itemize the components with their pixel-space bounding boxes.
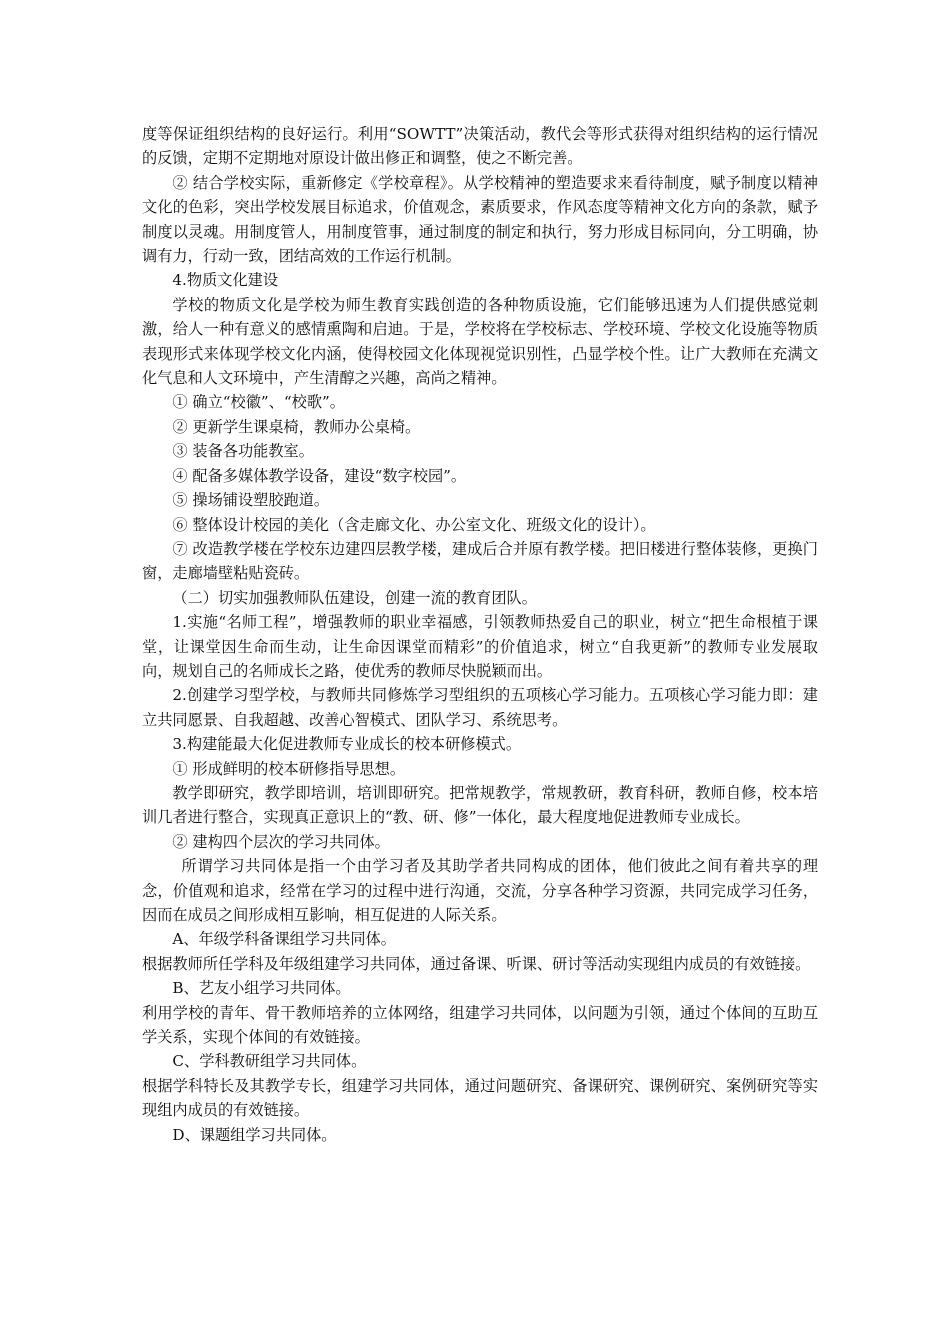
paragraph-community-b: 利用学校的青年、骨干教师培养的立体网络，组建学习共同体，以问题为引领，通过个体间的互助互学关系，实现个体间的有效链接。: [142, 1003, 818, 1047]
list-item: ③ 装备各功能教室。: [172, 442, 314, 461]
subheading-community-b: B、艺友小组学习共同体。: [172, 979, 351, 998]
paragraph-org-structure-end: 度等保证组织结构的良好运行。利用“SOWTT”决策活动，教代会等形式获得对组织结构的运行情况的反馈，定期不定期地对原设计做出修正和调整，使之不断完善。: [142, 125, 818, 168]
paragraph-school-research-model: 3.构建能最大化促进教师专业成长的校本研修模式。: [172, 735, 522, 754]
paragraph-learning-community-definition: 所谓学习共同体是指一个由学习者及其助学者共同构成的团体，他们彼此之间有着共享的理念，价值观和追求，经常在学习的过程中进行沟通，交流，分享各种学习资源，共同完成学习任务，因而在成员之间形成相互影响，相互促进的人际关系。: [142, 857, 818, 924]
list-item: ① 形成鲜明的校本研修指导思想。: [172, 759, 406, 778]
paragraph-community-a: 根据教师所任学科及年级组建学习共同体，通过备课、听课、研讨等活动实现组内成员的有效链接。: [142, 954, 811, 973]
section-heading-material-culture: 4.物质文化建设: [172, 271, 279, 290]
subheading-community-c: C、学科教研组学习共同体。: [172, 1052, 367, 1071]
paragraph-teaching-research: 教学即研究，教学即培训，培训即研究。把常规教学，常规教研，教育科研，教师自修，校本培训几者进行整合，实现真正意识上的“教、研、修”一体化，最大程度地促进教师专业成长。: [142, 783, 818, 827]
list-item: ⑦ 改造教学楼在学校东边建四层教学楼，建成后合并原有教学楼。把旧楼进行整体装修，更换门窗，走廊墙壁粘贴瓷砖。: [142, 539, 818, 583]
list-item: ② 更新学生课桌椅，教师办公桌椅。: [172, 417, 421, 436]
paragraph-community-c: 根据学科特长及其教学专长，组建学习共同体，通过问题研究、备课研究、课例研究、案例研究等实现组内成员的有效链接。: [142, 1076, 818, 1120]
list-item: ⑤ 操场铺设塑胶跑道。: [172, 491, 330, 510]
list-item: ④ 配备多媒体教学设备，建设“数字校园”。: [172, 466, 467, 485]
paragraph-material-culture: 学校的物质文化是学校为师生教育实践创造的各种物质设施，它们能够迅速为人们提供感觉刺激，给人一种有意义的感情熏陶和启迪。于是，学校将在学校标志、学校环境、学校文化设施等物质表现形式来体现学校文化内涵，使得校园文化体现视觉识别性，凸显学校个性。让广大教师在充满文化气息和人文环境中，产生清醇之兴趣，高尚之精神。: [142, 295, 818, 388]
list-item: ① 确立“校徽”、“校歌”。: [172, 393, 345, 412]
paragraph-school-charter: ② 结合学校实际，重新修定《学校章程》。从学校精神的塑造要求来看待制度，赋予制度以精神文化的色彩，突出学校发展目标追求，价值观念，素质要求，作风态度等精神文化方向的条款，赋予制度以灵魂。用制度管人，用制度管事，通过制度的制定和执行，努力形成目标同向，分工明确，协调有力，行动一致，团结高效的工作运行机制。: [142, 173, 818, 266]
paragraph-learning-school: 2.创建学习型学校，与教师共同修炼学习型组织的五项核心学习能力。五项核心学习能力即：建立共同愿景、自我超越、改善心智模式、团队学习、系统思考。: [142, 686, 818, 729]
subheading-community-a: A、年级学科备课组学习共同体。: [172, 930, 396, 949]
subheading-community-d: D、课题组学习共同体。: [172, 1125, 337, 1144]
paragraph-famous-teacher-project: 1.实施“名师工程”，增强教师的职业幸福感，引领教师热爱自己的职业，树立“把生命根植于课堂，让课堂因生命而生动，让生命因课堂而精彩”的价值追求，树立“自我更新”的教师专业发展取向，规划自己的名师成长之路，使优秀的教师尽快脱颖而出。: [142, 613, 818, 680]
list-item: ② 建构四个层次的学习共同体。: [172, 832, 390, 851]
section-heading-teacher-team: （二）切实加强教师队伍建设，创建一流的教育团队。: [172, 588, 537, 607]
list-item: ⑥ 整体设计校园的美化（含走廊文化、办公室文化、班级文化的设计）。: [172, 515, 656, 534]
document-page: [142, 122, 818, 1147]
